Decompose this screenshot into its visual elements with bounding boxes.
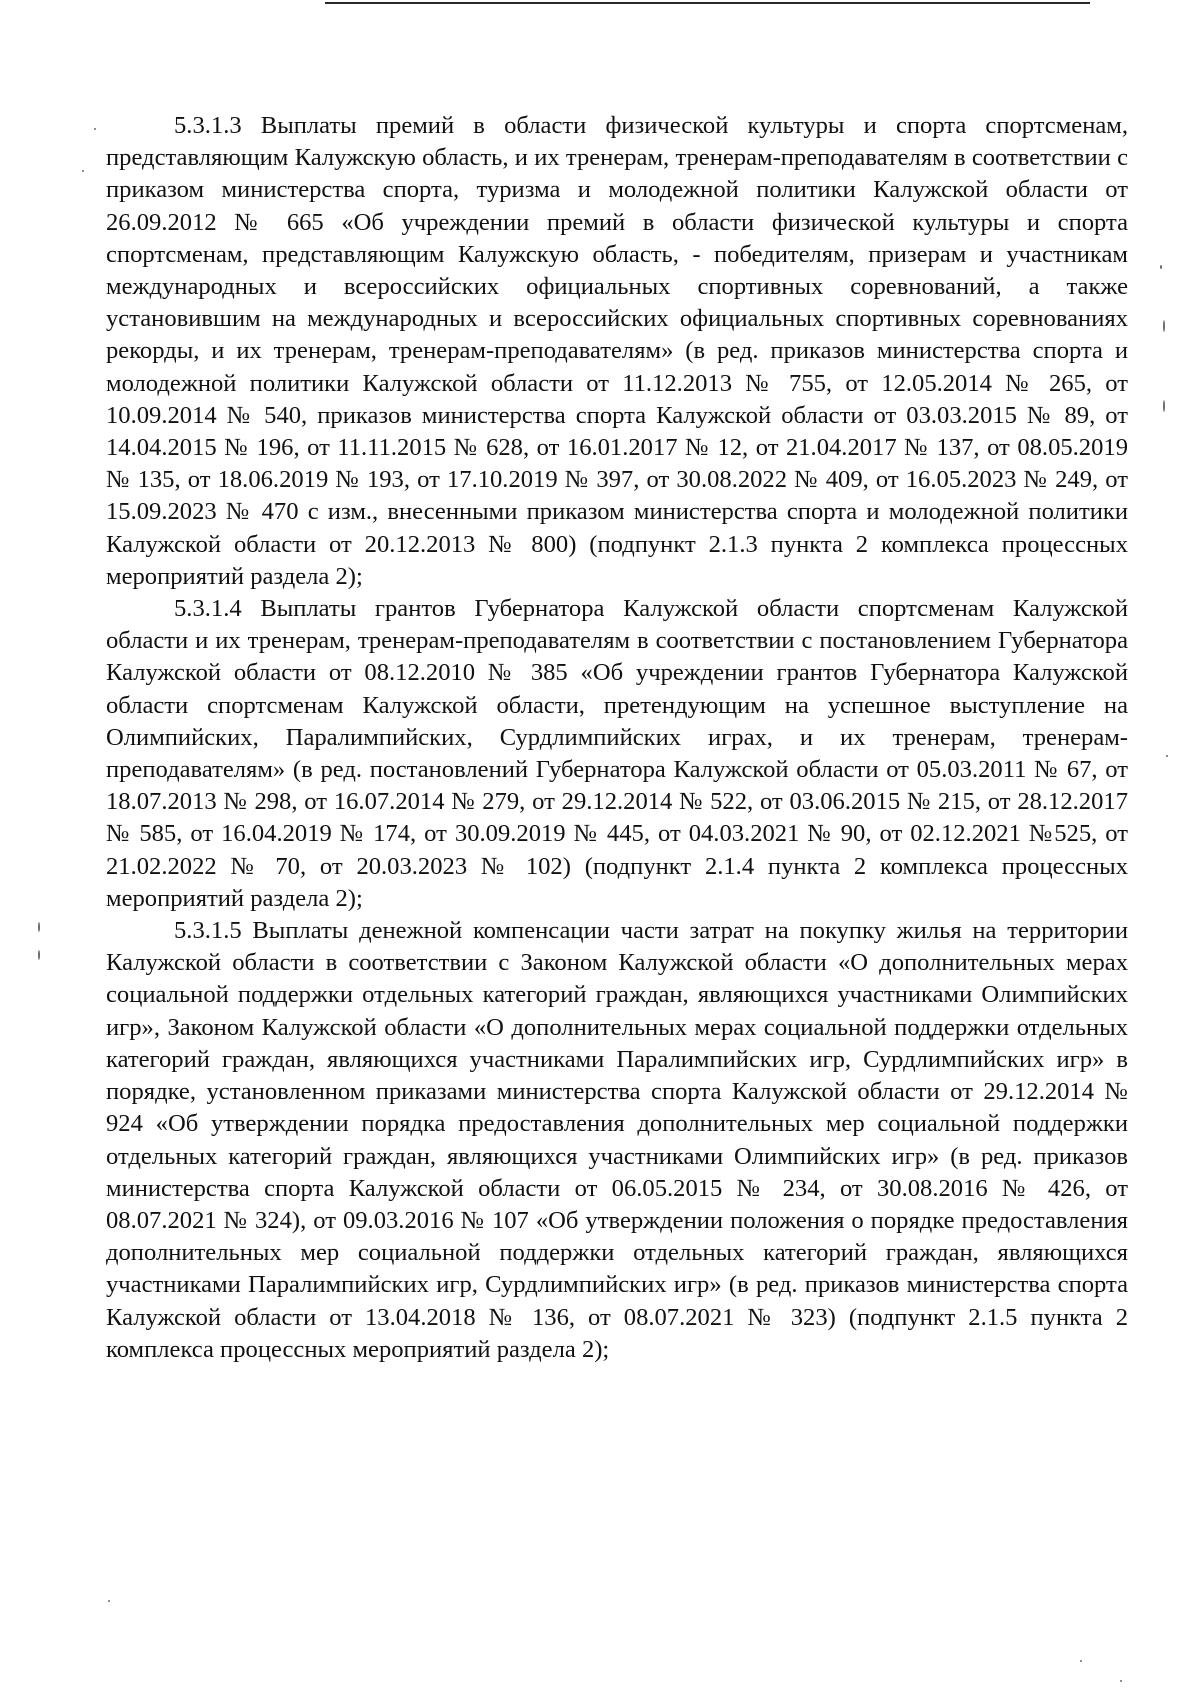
scan-speck [82, 170, 84, 172]
scan-speck [38, 950, 40, 960]
top-border-line [325, 2, 1090, 4]
document-body [106, 110, 1128, 1366]
scan-speck [1163, 400, 1165, 412]
scan-speck [108, 1600, 110, 1602]
paragraph-5-3-1-5: 5.3.1.5 Выплаты денежной компенсации части затрат на покупку жилья на территории Калужской области в соответствии с Законом Калужской области «О дополнительных мерах социальной поддержки отдельных категорий граждан, являющихся участниками Олимпийских игр», Законом Калужской области «О дополнительных мерах социальной поддержки отдельных категорий граждан, являющихся участниками Паралимпийских игр, Сурдлимпийских игр» в порядке, установленном приказами министерства спорта Калужской области от 29.12.2014 № 924 «Об утверждении порядка предоставления дополнительных мер социальной поддержки отдельных категорий граждан, являющихся участниками Олимпийских игр» (в ред. приказов министерства спорта Калужской области от 06.05.2015 № 234, от 30.08.2016 № 426, от 08.07.2021 № 324), от 09.03.2016 № 107 «Об утверждении положения о порядке предоставления дополнительных мер социальной поддержки отдельных категорий граждан, являющихся участниками Паралимпийских игр, Сурдлимпийских игр» (в ред. приказов министерства спорта Калужской области от 13.04.2018 № 136, от 08.07.2021 № 323) (подпункт 2.1.5 пункта 2 комплекса процессных мероприятий раздела 2); [106, 917, 1128, 1363]
paragraph-5-3-1-3: 5.3.1.3 Выплаты премий в области физической культуры и спорта спортсменам, представляющим Калужскую область, и их тренерам, тренерам-преподавателям в соответствии с приказом министерства спорта, туризма и молодежной политики Калужской области от 26.09.2012 № 665 «Об учреждении премий в области физической культуры и спорта спортсменам, представляющим Калужскую область, - победителям, призерам и участникам международных и всероссийских официальных спортивных соревнований, а также установившим на международных и всероссийских официальных спортивных соревнованиях рекорды, и их тренерам, тренерам-преподавателям» (в ред. приказов министерства спорта и молодежной политики Калужской области от 11.12.2013 № 755, от 12.05.2014 № 265, от 10.09.2014 № 540, приказов министерства спорта Калужской области от 03.03.2015 № 89, от 14.04.2015 № 196, от 11.11.2015 № 628, от 16.01.2017 № 12, от 21.04.2017 № 137, от 08.05.2019 № 135, от 18.06.2019 № 193, от 17.10.2019 № 397, от 30.08.2022 № 409, от 16.05.2023 № 249, от 15.09.2023 № 470 с изм., внесенными приказом министерства спорта и молодежной политики Калужской области от 20.12.2013 № 800) (подпункт 2.1.3 пункта 2 комплекса процессных мероприятий раздела 2); [106, 112, 1128, 590]
scan-speck [1080, 1660, 1082, 1662]
scan-speck [1160, 265, 1162, 269]
scan-speck [1120, 1680, 1122, 1682]
scan-speck [94, 128, 96, 130]
scan-speck [38, 922, 40, 932]
scan-speck [1166, 755, 1168, 757]
paragraph-5-3-1-4: 5.3.1.4 Выплаты грантов Губернатора Калужской области спортсменам Калужской области и их тренерам, тренерам-преподавателям в соответствии с постановлением Губернатора Калужской области от 08.12.2010 № 385 «Об учреждении грантов Губернатора Калужской области спортсменам Калужской области, претендующим на успешное выступление на Олимпийских, Паралимпийских, Сурдлимпийских играх, и их тренерам, тренерам-преподавателям» (в ред. постановлений Губернатора Калужской области от 05.03.2011 № 67, от 18.07.2013 № 298, от 16.07.2014 № 279, от 29.12.2014 № 522, от 03.06.2015 № 215, от 28.12.2017 № 585, от 16.04.2019 № 174, от 30.09.2019 № 445, от 04.03.2021 № 90, от 02.12.2021 №525, от 21.02.2022 № 70, от 20.03.2023 № 102) (подпункт 2.1.4 пункта 2 комплекса процессных мероприятий раздела 2); [106, 595, 1128, 912]
scan-speck [1163, 320, 1165, 332]
